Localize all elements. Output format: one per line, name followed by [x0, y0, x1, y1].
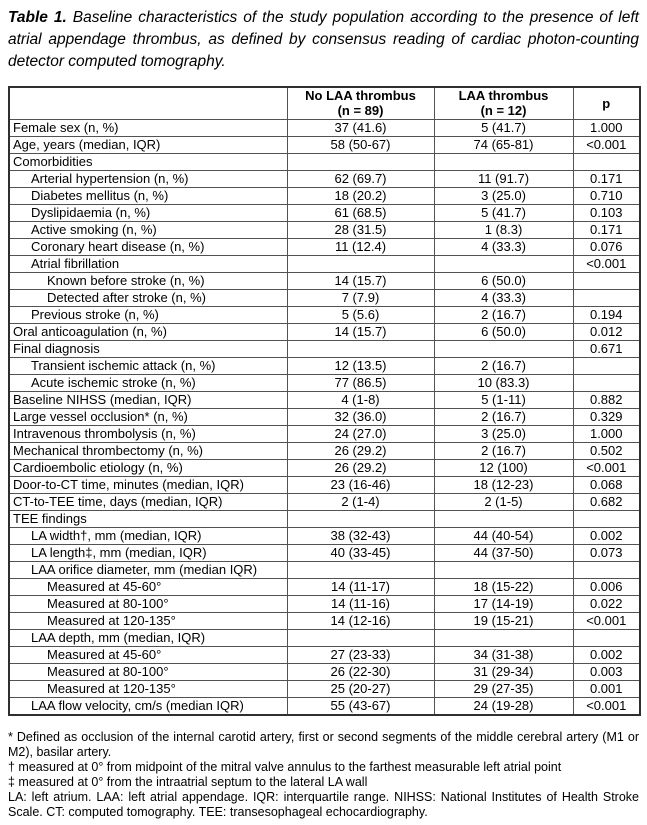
no-laa-thrombus-value: 25 (20-27) — [287, 680, 434, 697]
laa-thrombus-value: 2 (16.7) — [434, 357, 573, 374]
row-label: Oral anticoagulation (n, %) — [9, 323, 287, 340]
row-label: Dyslipidaemia (n, %) — [9, 204, 287, 221]
table-row — [9, 306, 640, 323]
no-laa-thrombus-value: 7 (7.9) — [287, 289, 434, 306]
table-row — [9, 374, 640, 391]
table-row — [9, 357, 640, 374]
laa-thrombus-value: 24 (19-28) — [434, 697, 573, 715]
p-value: 0.682 — [573, 493, 640, 510]
laa-thrombus-value — [434, 255, 573, 272]
p-value: 1.000 — [573, 119, 640, 136]
no-laa-thrombus-value: 38 (32-43) — [287, 527, 434, 544]
row-label: CT-to-TEE time, days (median, IQR) — [9, 493, 287, 510]
row-label: Arterial hypertension (n, %) — [9, 170, 287, 187]
no-laa-thrombus-value: 24 (27.0) — [287, 425, 434, 442]
table-row — [9, 204, 640, 221]
laa-thrombus-value: 1 (8.3) — [434, 221, 573, 238]
no-laa-thrombus-value: 4 (1-8) — [287, 391, 434, 408]
table-caption-text: Baseline characteristics of the study population according to the presence of left atrial appendage thrombus, as defined by consensus reading of cardiac photon-counting detector computed tomography. — [8, 9, 639, 70]
laa-thrombus-value: 44 (40-54) — [434, 527, 573, 544]
row-label: Intravenous thrombolysis (n, %) — [9, 425, 287, 442]
no-laa-thrombus-value: 14 (15.7) — [287, 323, 434, 340]
header-label-cell — [9, 87, 287, 119]
p-value — [573, 561, 640, 578]
p-value: 0.171 — [573, 221, 640, 238]
p-value: 0.329 — [573, 408, 640, 425]
table-row — [9, 340, 640, 357]
table-row — [9, 493, 640, 510]
no-laa-thrombus-value: 12 (13.5) — [287, 357, 434, 374]
table-row — [9, 646, 640, 663]
baseline-characteristics-table — [8, 86, 641, 716]
row-label: Measured at 80-100° — [9, 595, 287, 612]
laa-thrombus-value — [434, 629, 573, 646]
table-row — [9, 476, 640, 493]
table-row — [9, 442, 640, 459]
row-label: Baseline NIHSS (median, IQR) — [9, 391, 287, 408]
no-laa-thrombus-value: 18 (20.2) — [287, 187, 434, 204]
row-label: Door-to-CT time, minutes (median, IQR) — [9, 476, 287, 493]
header-laa-line1: LAA thrombus — [458, 88, 549, 104]
p-value: 0.671 — [573, 340, 640, 357]
laa-thrombus-value: 4 (33.3) — [434, 289, 573, 306]
p-value: <0.001 — [573, 612, 640, 629]
no-laa-thrombus-value: 14 (11-17) — [287, 578, 434, 595]
laa-thrombus-value: 6 (50.0) — [434, 323, 573, 340]
p-value: 0.171 — [573, 170, 640, 187]
no-laa-thrombus-value: 32 (36.0) — [287, 408, 434, 425]
row-label: LAA depth, mm (median, IQR) — [9, 629, 287, 646]
no-laa-thrombus-value: 37 (41.6) — [287, 119, 434, 136]
header-no-laa-line2: (n = 89) — [337, 103, 384, 119]
table-row — [9, 170, 640, 187]
row-label: Mechanical thrombectomy (n, %) — [9, 442, 287, 459]
row-label: Active smoking (n, %) — [9, 221, 287, 238]
no-laa-thrombus-value: 55 (43-67) — [287, 697, 434, 715]
p-value — [573, 272, 640, 289]
laa-thrombus-value — [434, 561, 573, 578]
laa-thrombus-value: 44 (37-50) — [434, 544, 573, 561]
row-label: Coronary heart disease (n, %) — [9, 238, 287, 255]
laa-thrombus-value: 34 (31-38) — [434, 646, 573, 663]
p-value: 0.002 — [573, 646, 640, 663]
footnote-line: LA: left atrium. LAA: left atrial appendage. IQR: interquartile range. NIHSS: National Institutes of Health Stroke Scale. CT: computed tomography. TEE: transesophageal echocardiography. — [8, 789, 639, 819]
p-value: <0.001 — [573, 255, 640, 272]
row-label: Measured at 120-135° — [9, 680, 287, 697]
footnote-line: ‡ measured at 0° from the intraatrial septum to the lateral LA wall — [8, 774, 368, 789]
table-row — [9, 561, 640, 578]
no-laa-thrombus-value — [287, 510, 434, 527]
header-row — [9, 87, 640, 119]
p-value — [573, 289, 640, 306]
no-laa-thrombus-value: 5 (5.6) — [287, 306, 434, 323]
p-value: 0.502 — [573, 442, 640, 459]
laa-thrombus-value: 10 (83.3) — [434, 374, 573, 391]
row-label: Transient ischemic attack (n, %) — [9, 357, 287, 374]
laa-thrombus-value: 11 (91.7) — [434, 170, 573, 187]
row-label: Measured at 80-100° — [9, 663, 287, 680]
table-row — [9, 697, 640, 715]
table-row — [9, 187, 640, 204]
table-row — [9, 459, 640, 476]
no-laa-thrombus-value: 77 (86.5) — [287, 374, 434, 391]
row-label: TEE findings — [9, 510, 287, 527]
no-laa-thrombus-value: 26 (29.2) — [287, 459, 434, 476]
p-value: 0.022 — [573, 595, 640, 612]
row-label: Measured at 45-60° — [9, 646, 287, 663]
laa-thrombus-value — [434, 153, 573, 170]
row-label: LAA orifice diameter, mm (median IQR) — [9, 561, 287, 578]
laa-thrombus-value: 5 (1-11) — [434, 391, 573, 408]
table-row — [9, 238, 640, 255]
no-laa-thrombus-value: 28 (31.5) — [287, 221, 434, 238]
no-laa-thrombus-value: 14 (12-16) — [287, 612, 434, 629]
table-row — [9, 255, 640, 272]
p-value: 0.194 — [573, 306, 640, 323]
laa-thrombus-value: 19 (15-21) — [434, 612, 573, 629]
laa-thrombus-value: 18 (12-23) — [434, 476, 573, 493]
row-label: Age, years (median, IQR) — [9, 136, 287, 153]
no-laa-thrombus-value — [287, 255, 434, 272]
footnotes — [8, 730, 639, 820]
p-value: 0.710 — [573, 187, 640, 204]
no-laa-thrombus-value: 58 (50-67) — [287, 136, 434, 153]
header-no-laa-line1: No LAA thrombus — [305, 88, 416, 104]
laa-thrombus-value: 6 (50.0) — [434, 272, 573, 289]
table-caption-label: Table 1. — [8, 9, 67, 26]
header-p-value: p — [573, 87, 640, 119]
row-label: Measured at 45-60° — [9, 578, 287, 595]
row-label: LAA flow velocity, cm/s (median IQR) — [9, 697, 287, 715]
table-row — [9, 425, 640, 442]
footnote-line: † measured at 0° from midpoint of the mitral valve annulus to the farthest measurable left atrial point — [8, 759, 562, 774]
table-row — [9, 408, 640, 425]
table-row — [9, 289, 640, 306]
laa-thrombus-value: 2 (16.7) — [434, 306, 573, 323]
laa-thrombus-value: 17 (14-19) — [434, 595, 573, 612]
no-laa-thrombus-value: 62 (69.7) — [287, 170, 434, 187]
p-value: <0.001 — [573, 136, 640, 153]
row-label: LA length‡, mm (median, IQR) — [9, 544, 287, 561]
row-label: Comorbidities — [9, 153, 287, 170]
table-row — [9, 221, 640, 238]
header-laa-thrombus — [434, 87, 573, 119]
p-value: 0.012 — [573, 323, 640, 340]
header-no-laa-thrombus — [287, 87, 434, 119]
no-laa-thrombus-value: 26 (22-30) — [287, 663, 434, 680]
p-value: 0.076 — [573, 238, 640, 255]
laa-thrombus-value: 5 (41.7) — [434, 204, 573, 221]
table-header — [9, 87, 640, 119]
p-value: 0.002 — [573, 527, 640, 544]
p-value: 0.882 — [573, 391, 640, 408]
table-row — [9, 153, 640, 170]
laa-thrombus-value: 3 (25.0) — [434, 425, 573, 442]
laa-thrombus-value: 3 (25.0) — [434, 187, 573, 204]
no-laa-thrombus-value: 27 (23-33) — [287, 646, 434, 663]
no-laa-thrombus-value — [287, 561, 434, 578]
laa-thrombus-value: 29 (27-35) — [434, 680, 573, 697]
p-value — [573, 374, 640, 391]
no-laa-thrombus-value: 61 (68.5) — [287, 204, 434, 221]
p-value: 1.000 — [573, 425, 640, 442]
table-row — [9, 323, 640, 340]
footnote-line: * Defined as occlusion of the internal carotid artery, first or second segments of the middle cerebral artery (M1 or M2), basilar artery. — [8, 729, 639, 759]
table-row — [9, 119, 640, 136]
row-label: Previous stroke (n, %) — [9, 306, 287, 323]
table-row — [9, 136, 640, 153]
laa-thrombus-value: 2 (16.7) — [434, 408, 573, 425]
table-row — [9, 391, 640, 408]
row-label: Atrial fibrillation — [9, 255, 287, 272]
row-label: Detected after stroke (n, %) — [9, 289, 287, 306]
p-value: 0.006 — [573, 578, 640, 595]
no-laa-thrombus-value: 26 (29.2) — [287, 442, 434, 459]
p-value — [573, 510, 640, 527]
no-laa-thrombus-value — [287, 340, 434, 357]
no-laa-thrombus-value: 11 (12.4) — [287, 238, 434, 255]
p-value: <0.001 — [573, 697, 640, 715]
laa-thrombus-value — [434, 510, 573, 527]
laa-thrombus-value: 31 (29-34) — [434, 663, 573, 680]
table-row — [9, 612, 640, 629]
row-label: Measured at 120-135° — [9, 612, 287, 629]
table-body — [9, 119, 640, 715]
table-row — [9, 272, 640, 289]
no-laa-thrombus-value — [287, 629, 434, 646]
table-caption — [8, 7, 639, 73]
no-laa-thrombus-value — [287, 153, 434, 170]
row-label: Acute ischemic stroke (n, %) — [9, 374, 287, 391]
p-value — [573, 357, 640, 374]
p-value — [573, 153, 640, 170]
laa-thrombus-value: 2 (1-5) — [434, 493, 573, 510]
row-label: Diabetes mellitus (n, %) — [9, 187, 287, 204]
no-laa-thrombus-value: 40 (33-45) — [287, 544, 434, 561]
row-label: Known before stroke (n, %) — [9, 272, 287, 289]
row-label: Female sex (n, %) — [9, 119, 287, 136]
table-row — [9, 663, 640, 680]
no-laa-thrombus-value: 14 (15.7) — [287, 272, 434, 289]
no-laa-thrombus-value: 2 (1-4) — [287, 493, 434, 510]
p-value: 0.001 — [573, 680, 640, 697]
table-row — [9, 510, 640, 527]
header-laa-line2: (n = 12) — [480, 103, 527, 119]
table-row — [9, 544, 640, 561]
table-row — [9, 595, 640, 612]
laa-thrombus-value: 5 (41.7) — [434, 119, 573, 136]
table-row — [9, 680, 640, 697]
p-value: 0.073 — [573, 544, 640, 561]
laa-thrombus-value: 12 (100) — [434, 459, 573, 476]
row-label: LA width†, mm (median, IQR) — [9, 527, 287, 544]
p-value: 0.103 — [573, 204, 640, 221]
p-value — [573, 629, 640, 646]
row-label: Final diagnosis — [9, 340, 287, 357]
table-row — [9, 578, 640, 595]
p-value: <0.001 — [573, 459, 640, 476]
laa-thrombus-value: 18 (15-22) — [434, 578, 573, 595]
row-label: Large vessel occlusion* (n, %) — [9, 408, 287, 425]
laa-thrombus-value: 4 (33.3) — [434, 238, 573, 255]
p-value: 0.003 — [573, 663, 640, 680]
row-label: Cardioembolic etiology (n, %) — [9, 459, 287, 476]
laa-thrombus-value: 74 (65-81) — [434, 136, 573, 153]
table-row — [9, 629, 640, 646]
table-row — [9, 527, 640, 544]
laa-thrombus-value — [434, 340, 573, 357]
no-laa-thrombus-value: 14 (11-16) — [287, 595, 434, 612]
p-value: 0.068 — [573, 476, 640, 493]
no-laa-thrombus-value: 23 (16-46) — [287, 476, 434, 493]
laa-thrombus-value: 2 (16.7) — [434, 442, 573, 459]
